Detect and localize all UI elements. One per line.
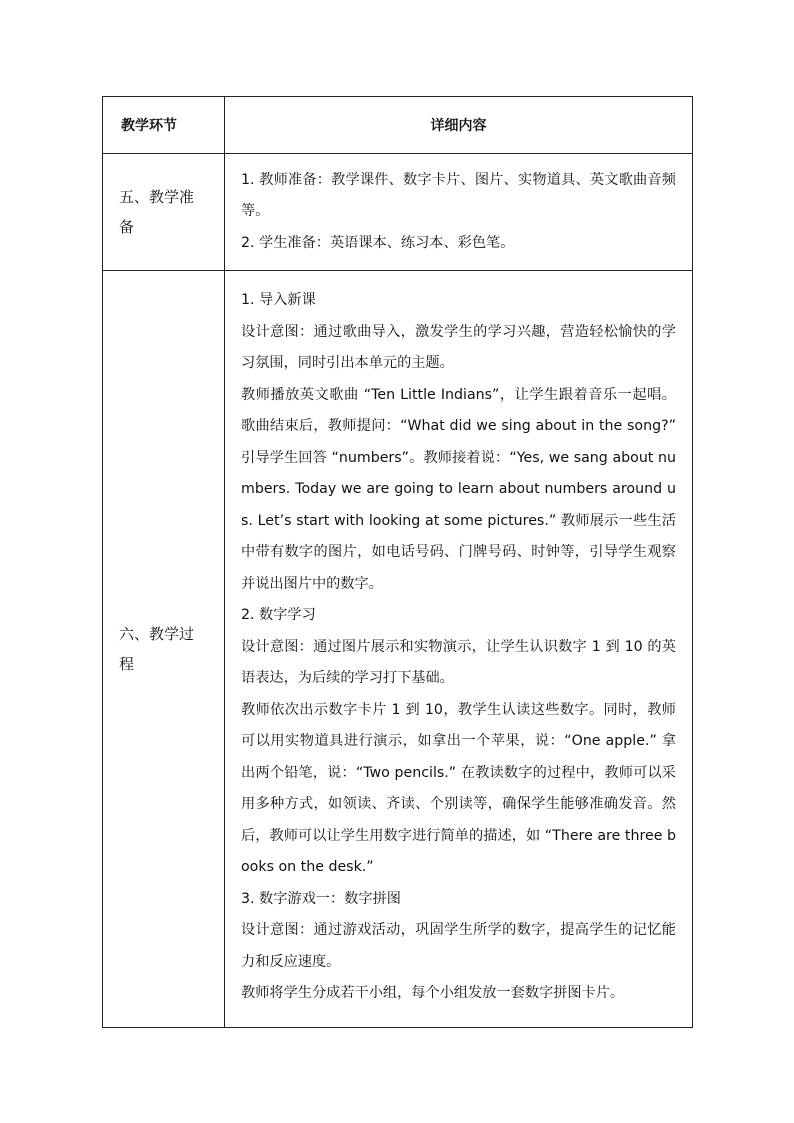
paragraph: 设计意图：通过歌曲导入，激发学生的学习兴趣，营造轻松愉快的学习氛围，同时引出本单元的主题。 <box>241 323 676 371</box>
section-label-process: 六、教学过程 <box>103 271 225 1028</box>
paragraph: 2. 学生准备：英语课本、练习本、彩色笔。 <box>241 234 515 251</box>
header-detailed-content: 详细内容 <box>225 97 693 154</box>
paragraph-heading: 3. 数字游戏一：数字拼图 <box>241 890 401 907</box>
paragraph-heading: 2. 数字学习 <box>241 607 316 623</box>
paragraph: 设计意图：通过图片展示和实物演示，让学生认识数字 1 到 10 的英语表达，为后续的学习打下基础。 <box>241 638 676 686</box>
paragraph: 教师依次出示数字卡片 1 到 10，教学生认读这些数字。同时，教师可以用实物道具进行演示，如拿出一个苹果，说：“One apple.” 拿出两个铅笔，说：“Two pencils.” 在教读数字的过程中，教师可以采用多种方式，如领读、齐读、个别读等，确保学生能够准确发音。然后，教师可以让学生用数字进行简单的描述，如 “There are three books on the desk.” <box>241 701 676 875</box>
table-row <box>103 271 693 1028</box>
table-header-row <box>103 97 693 154</box>
paragraph: 教师将学生分成若干小组，每个小组发放一套数字拼图卡片。 <box>241 985 625 1001</box>
paragraph: 1. 教师准备：教学课件、数字卡片、图片、实物道具、英文歌曲音频等。 <box>241 171 676 220</box>
lesson-plan-table <box>102 96 693 1028</box>
header-teaching-stage: 教学环节 <box>103 97 225 154</box>
paragraph-heading: 1. 导入新课 <box>241 292 316 308</box>
paragraph: 设计意图：通过游戏活动，巩固学生所学的数字，提高学生的记忆能力和反应速度。 <box>241 922 676 970</box>
section-content-preparation <box>225 154 693 271</box>
section-label-preparation: 五、教学准备 <box>103 154 225 271</box>
paragraph: 教师播放英文歌曲 “Ten Little Indians”，让学生跟着音乐一起唱。歌曲结束后，教师提问：“What did we sing about in the song?” 引导学生回答 “numbers”。教师接着说：“Yes, we sang about numbers. Today we are going to learn about numbers around us. Let’s start with looking at some pictures.” 教师展示一些生活中带有数字的图片，如电话号码、门牌号码、时钟等，引导学生观察并说出图片中的数字。 <box>241 386 676 592</box>
section-content-process <box>225 271 693 1028</box>
table-row <box>103 154 693 271</box>
